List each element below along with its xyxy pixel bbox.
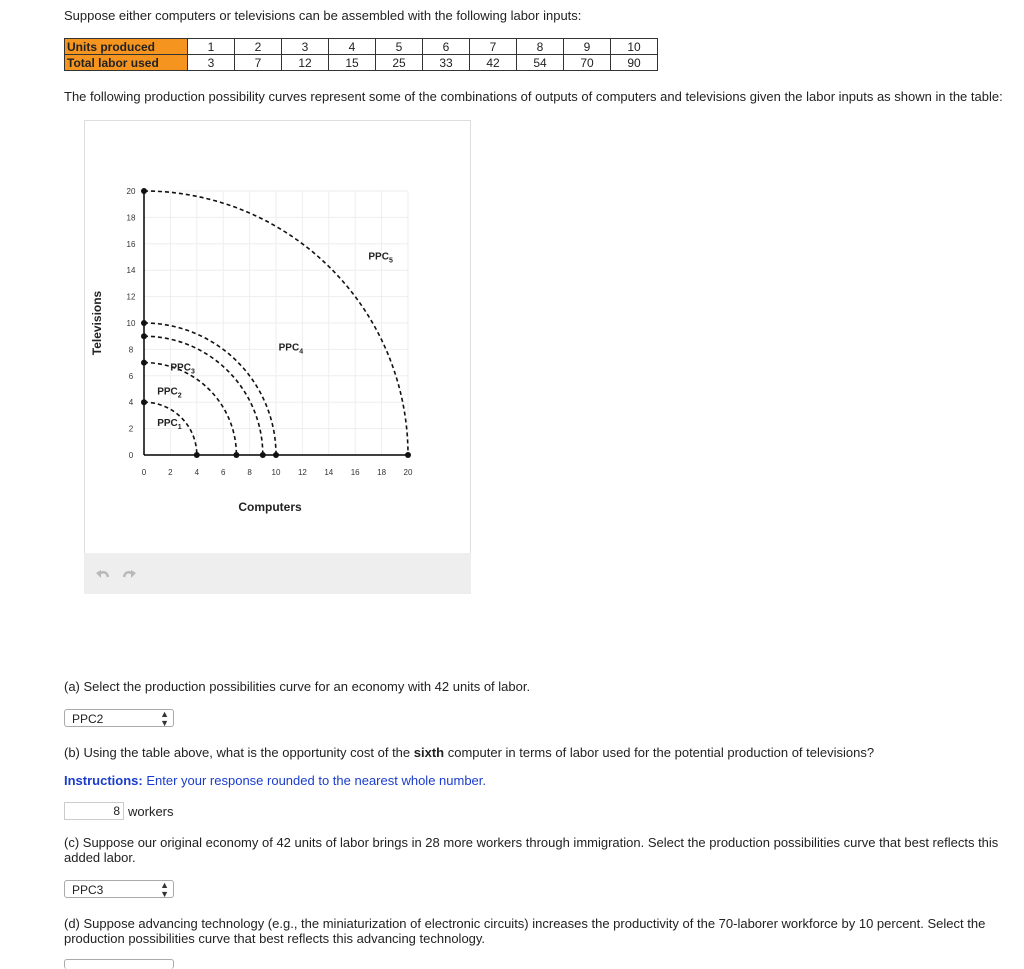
ppc-select-c[interactable]: [64, 880, 174, 898]
labor-cell: 12: [282, 55, 329, 71]
total-labor-header: Total labor used: [65, 55, 188, 71]
question-a: (a) Select the production possibilities curve for an economy with 42 units of labor.: [64, 679, 531, 694]
ppc-x-intercept-point: [194, 452, 200, 458]
y-tick-label: 12: [126, 292, 136, 302]
x-tick-label: 16: [350, 468, 360, 477]
units-row: [65, 39, 658, 55]
labor-cell: 15: [329, 55, 376, 71]
intro-text: Suppose either computers or televisions can be assembled with the following labor inputs:: [64, 8, 582, 23]
ppc-select-d[interactable]: [64, 959, 174, 969]
ppc-curve: [144, 363, 236, 455]
labor-cell: 7: [235, 55, 282, 71]
y-tick-label: 2: [128, 424, 134, 434]
units-cell: 1: [188, 39, 235, 55]
labor-cell: 25: [376, 55, 423, 71]
y-tick-label: 6: [128, 371, 134, 381]
x-tick-label: 0: [141, 468, 147, 477]
x-tick-label: 6: [220, 468, 226, 477]
ppc-x-intercept-point: [233, 452, 239, 458]
ppc-y-intercept-point: [141, 188, 147, 194]
select-arrows-icon: ▲ ▼: [160, 709, 169, 728]
ppc-select-a[interactable]: [64, 709, 174, 727]
x-tick-label: 8: [247, 468, 252, 477]
ppc-label: [279, 343, 304, 356]
x-tick-label: 12: [297, 468, 307, 477]
y-tick-label: 4: [128, 398, 134, 408]
units-cell: 8: [517, 39, 564, 55]
labor-cell: 33: [423, 55, 470, 71]
units-cell: 3: [282, 39, 329, 55]
y-tick-label: 14: [126, 266, 136, 276]
labor-cell: 3: [188, 55, 235, 71]
select-arrows-icon: ▲ ▼: [160, 880, 169, 899]
question-b-pre: (b) Using the table above, what is the opportunity cost of the: [64, 745, 414, 760]
question-d: (d) Suppose advancing technology (e.g., the miniaturization of electronic circuits) increases the productivity of the 70-laborer workforce by 10 percent. Select the production possibilities curve that best reflects this advancing technology.: [64, 916, 986, 946]
labor-cell: 42: [470, 55, 517, 71]
question-b: [64, 745, 874, 760]
ppc-y-intercept-point: [141, 333, 147, 339]
ppc-y-intercept-point: [141, 360, 147, 366]
ppc-label: [368, 252, 393, 265]
answer-unit: workers: [128, 804, 174, 819]
ppc-intro-text: The following production possibility curves represent some of the combinations of outputs of computers and televisions given the labor inputs as shown in the table:: [64, 89, 1003, 104]
units-cell: 7: [470, 39, 517, 55]
ppc-label: [157, 386, 182, 399]
undo-icon[interactable]: [96, 569, 110, 581]
question-b-post: computer in terms of labor used for the potential production of televisions?: [444, 745, 875, 760]
ppc-label-name: PPC: [157, 386, 178, 398]
redo-icon[interactable]: [122, 569, 136, 581]
instructions-label: Instructions:: [64, 773, 143, 788]
x-tick-label: 2: [168, 468, 173, 477]
y-tick-label: 8: [128, 345, 134, 355]
ppc-x-intercept-point: [260, 452, 266, 458]
x-tick-label: 4: [194, 468, 200, 477]
x-tick-label: 18: [377, 468, 387, 477]
question-c: (c) Suppose our original economy of 42 units of labor brings in 28 more workers through immigration. Select the production possibilities curve that best reflects this added labor.: [64, 835, 999, 865]
y-tick-label: 20: [126, 187, 136, 196]
labor-cell: 70: [564, 55, 611, 71]
units-produced-header: Units produced: [65, 39, 188, 55]
labor-table: [64, 38, 658, 71]
ppc-label-sub: 4: [299, 348, 304, 356]
units-cell: 6: [423, 39, 470, 55]
graph-panel: [84, 120, 471, 554]
instructions-text: Enter your response rounded to the nearest whole number.: [142, 773, 487, 788]
labor-cell: 54: [517, 55, 564, 71]
ppc-x-intercept-point: [405, 452, 411, 458]
x-tick-label: 10: [271, 468, 281, 477]
ppc-label-name: PPC: [278, 342, 300, 354]
units-cell: 9: [564, 39, 611, 55]
ppc-label-name: PPC: [170, 362, 191, 374]
y-tick-label: 0: [128, 451, 134, 460]
units-cell: 2: [235, 39, 282, 55]
labor-row: [65, 55, 658, 71]
ppc-label-name: PPC: [368, 251, 389, 263]
ppc-label: [170, 363, 195, 376]
ppc-chart: [85, 121, 470, 553]
ppc-label-name: PPC: [157, 417, 178, 429]
labor-cell: 90: [611, 55, 658, 71]
x-tick-label: 14: [324, 468, 334, 477]
ppc-label-sub: 5: [388, 257, 393, 265]
select-a-value: PPC2: [72, 712, 104, 726]
ppc-x-intercept-point: [273, 452, 279, 458]
select-c-value: PPC3: [72, 883, 104, 897]
units-cell: 10: [611, 39, 658, 55]
graph-toolbar: [84, 553, 471, 594]
y-axis-label: Televisions: [90, 290, 104, 356]
x-axis-label: Computers: [238, 500, 302, 514]
ppc-y-intercept-point: [141, 399, 147, 405]
x-tick-label: 20: [403, 468, 413, 477]
ppc-label-sub: 2: [177, 392, 182, 400]
y-tick-label: 10: [126, 319, 136, 328]
answer-input-b[interactable]: 8: [64, 802, 124, 820]
y-tick-label: 16: [126, 239, 136, 249]
ppc-label-sub: 1: [177, 423, 182, 431]
y-tick-label: 18: [126, 213, 136, 223]
units-cell: 4: [329, 39, 376, 55]
question-b-bold: sixth: [413, 745, 445, 760]
ppc-label-sub: 3: [190, 368, 195, 376]
units-cell: 5: [376, 39, 423, 55]
ppc-y-intercept-point: [141, 320, 147, 326]
instructions: [64, 773, 486, 788]
